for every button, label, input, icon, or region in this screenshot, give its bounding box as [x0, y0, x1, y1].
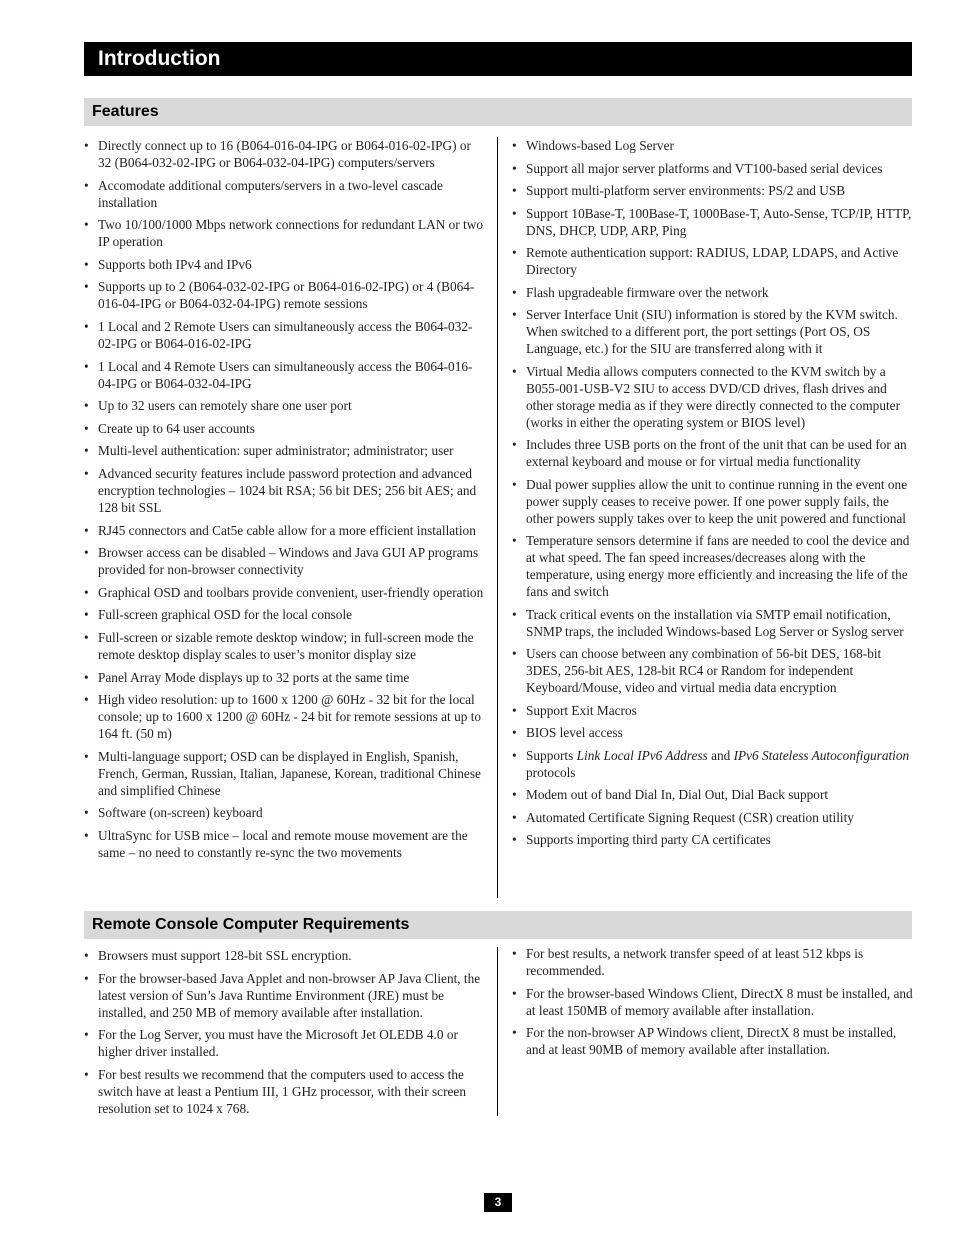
- list-item: • UltraSync for USB mice – local and remote mouse movement are the same – no need to constantly re-sync the two movements: [84, 827, 484, 861]
- list-item: • High video resolution: up to 1600 x 1200 @ 60Hz - 32 bit for the local console; up to 1600 x 1200 @ 60Hz - 24 bit for remote sessions at up to 164 ft. (50 m): [84, 691, 484, 742]
- requirements-left-column: [84, 947, 484, 1122]
- column-divider: [497, 137, 498, 898]
- ipv6-term-link-local: Link Local IPv6 Address: [576, 747, 708, 763]
- list-item: • For best results we recommend that the computers used to access the switch have at least a Pentium III, 1 GHz processor, with their screen resolution set to 1024 x 768.: [84, 1066, 484, 1117]
- list-item: • Browser access can be disabled – Windows and Java GUI AP programs provided for non-browser connectivity: [84, 544, 484, 578]
- list-item: • Support 10Base-T, 100Base-T, 1000Base-T, Auto-Sense, TCP/IP, HTTP, DNS, DHCP, UDP, ARP, Ping: [512, 205, 914, 239]
- list-item: • 1 Local and 2 Remote Users can simultaneously access the B064-032-02-IPG or B064-016-02-IPG: [84, 318, 484, 352]
- ipv6-suffix: protocols: [526, 764, 576, 780]
- list-item: • Track critical events on the installation via SMTP email notification, SNMP traps, the included Windows-based Log Server or Syslog server: [512, 606, 914, 640]
- list-item: • Supports importing third party CA certificates: [512, 831, 914, 848]
- list-item: • Dual power supplies allow the unit to continue running in the event one power supply ceases to receive power. If one power supply fails, the other powers supply takes over to keep the unit powered and functional: [512, 476, 914, 527]
- list-item: • Remote authentication support: RADIUS, LDAP, LDAPS, and Active Directory: [512, 244, 914, 278]
- list-item: • Create up to 64 user accounts: [84, 420, 484, 437]
- list-item-ipv6: [512, 747, 914, 781]
- list-item: • Two 10/100/1000 Mbps network connections for redundant LAN or two IP operation: [84, 216, 484, 250]
- list-item: • Panel Array Mode displays up to 32 ports at the same time: [84, 669, 484, 686]
- list-item: • RJ45 connectors and Cat5e cable allow for a more efficient installation: [84, 522, 484, 539]
- features-heading: Features: [84, 98, 912, 126]
- list-item: • Supports up to 2 (B064-032-02-IPG or B064-016-02-IPG) or 4 (B064-016-04-IPG or B064-032-04-IPG) remote sessions: [84, 278, 484, 312]
- column-divider: [497, 947, 498, 1116]
- list-item: • Temperature sensors determine if fans are needed to cool the device and at what speed. The fan speed increases/decreases along with the temperature, using energy more efficiently and increasing the life of the fans and switch: [512, 532, 914, 600]
- list-item: • For the browser-based Windows Client, DirectX 8 must be installed, and at least 150MB of memory available after installation.: [512, 985, 914, 1019]
- list-item: • For best results, a network transfer speed of at least 512 kbps is recommended.: [512, 945, 914, 979]
- list-item: • Virtual Media allows computers connected to the KVM switch by a B055-001-USB-V2 SIU to access DVD/CD drives, flash drives and other storage media as if they were directly connected to the computer (works in either the operating system or BIOS level): [512, 363, 914, 431]
- list-item: • Supports both IPv4 and IPv6: [84, 256, 484, 273]
- features-right-column: [512, 137, 914, 854]
- ipv6-prefix: Supports: [526, 747, 577, 763]
- list-item: • Software (on-screen) keyboard: [84, 804, 484, 821]
- page-number: 3: [484, 1193, 512, 1212]
- list-item: • Users can choose between any combination of 56-bit DES, 168-bit 3DES, 256-bit AES, 128-bit RC4 or Random for independent Keyboard/Mouse, video and virtual media data encryption: [512, 645, 914, 696]
- list-item: • Multi-level authentication: super administrator; administrator; user: [84, 442, 484, 459]
- list-item: • Automated Certificate Signing Request (CSR) creation utility: [512, 809, 914, 826]
- features-left-column: [84, 137, 484, 866]
- requirements-right-column: [512, 945, 914, 1064]
- list-item: • Flash upgradeable firmware over the network: [512, 284, 914, 301]
- requirements-heading: Remote Console Computer Requirements: [84, 911, 912, 939]
- list-item: • Includes three USB ports on the front of the unit that can be used for an external keyboard and mouse or for virtual media functionality: [512, 436, 914, 470]
- list-item: • Support multi-platform server environments: PS/2 and USB: [512, 182, 914, 199]
- list-item: • BIOS level access: [512, 724, 914, 741]
- list-item: • Modem out of band Dial In, Dial Out, Dial Back support: [512, 786, 914, 803]
- list-item: • Support Exit Macros: [512, 702, 914, 719]
- ipv6-term-stateless: IPv6 Stateless Autoconfiguration: [733, 747, 910, 763]
- page-title: Introduction: [84, 42, 912, 76]
- list-item: • Up to 32 users can remotely share one user port: [84, 397, 484, 414]
- list-item: • For the Log Server, you must have the Microsoft Jet OLEDB 4.0 or higher driver installed.: [84, 1026, 484, 1060]
- list-item: • Browsers must support 128-bit SSL encryption.: [84, 947, 484, 964]
- list-item: • For the non-browser AP Windows client, DirectX 8 must be installed, and at least 90MB of memory available after installation.: [512, 1024, 914, 1058]
- ipv6-mid: and: [707, 747, 734, 763]
- list-item: • Support all major server platforms and VT100-based serial devices: [512, 160, 914, 177]
- list-item: • Directly connect up to 16 (B064-016-04-IPG or B064-016-02-IPG) or 32 (B064-032-02-IPG or B064-032-04-IPG) computers/servers: [84, 137, 484, 171]
- list-item: • Multi-language support; OSD can be displayed in English, Spanish, French, German, Russian, Italian, Japanese, Korean, traditional Chinese and simplified Chinese: [84, 748, 484, 799]
- list-item: • 1 Local and 4 Remote Users can simultaneously access the B064-016-04-IPG or B064-032-04-IPG: [84, 358, 484, 392]
- list-item: • Server Interface Unit (SIU) information is stored by the KVM switch. When switched to a different port, the port settings (Port OS, OS Language, etc.) for the SIU are transferred along with it: [512, 306, 914, 357]
- list-item: • Accomodate additional computers/servers in a two-level cascade installation: [84, 177, 484, 211]
- list-item: • Windows-based Log Server: [512, 137, 914, 154]
- list-item: • Advanced security features include password protection and advanced encryption technologies – 1024 bit RSA; 56 bit DES; 256 bit AES; and 128 bit SSL: [84, 465, 484, 516]
- list-item: • Full-screen graphical OSD for the local console: [84, 606, 484, 623]
- list-item: • For the browser-based Java Applet and non-browser AP Java Client, the latest version of Sun’s Java Runtime Environment (JRE) must be installed, and 250 MB of memory available after installation.: [84, 970, 484, 1021]
- list-item: • Full-screen or sizable remote desktop window; in full-screen mode the remote desktop display scales to user’s monitor display size: [84, 629, 484, 663]
- list-item: • Graphical OSD and toolbars provide convenient, user-friendly operation: [84, 584, 484, 601]
